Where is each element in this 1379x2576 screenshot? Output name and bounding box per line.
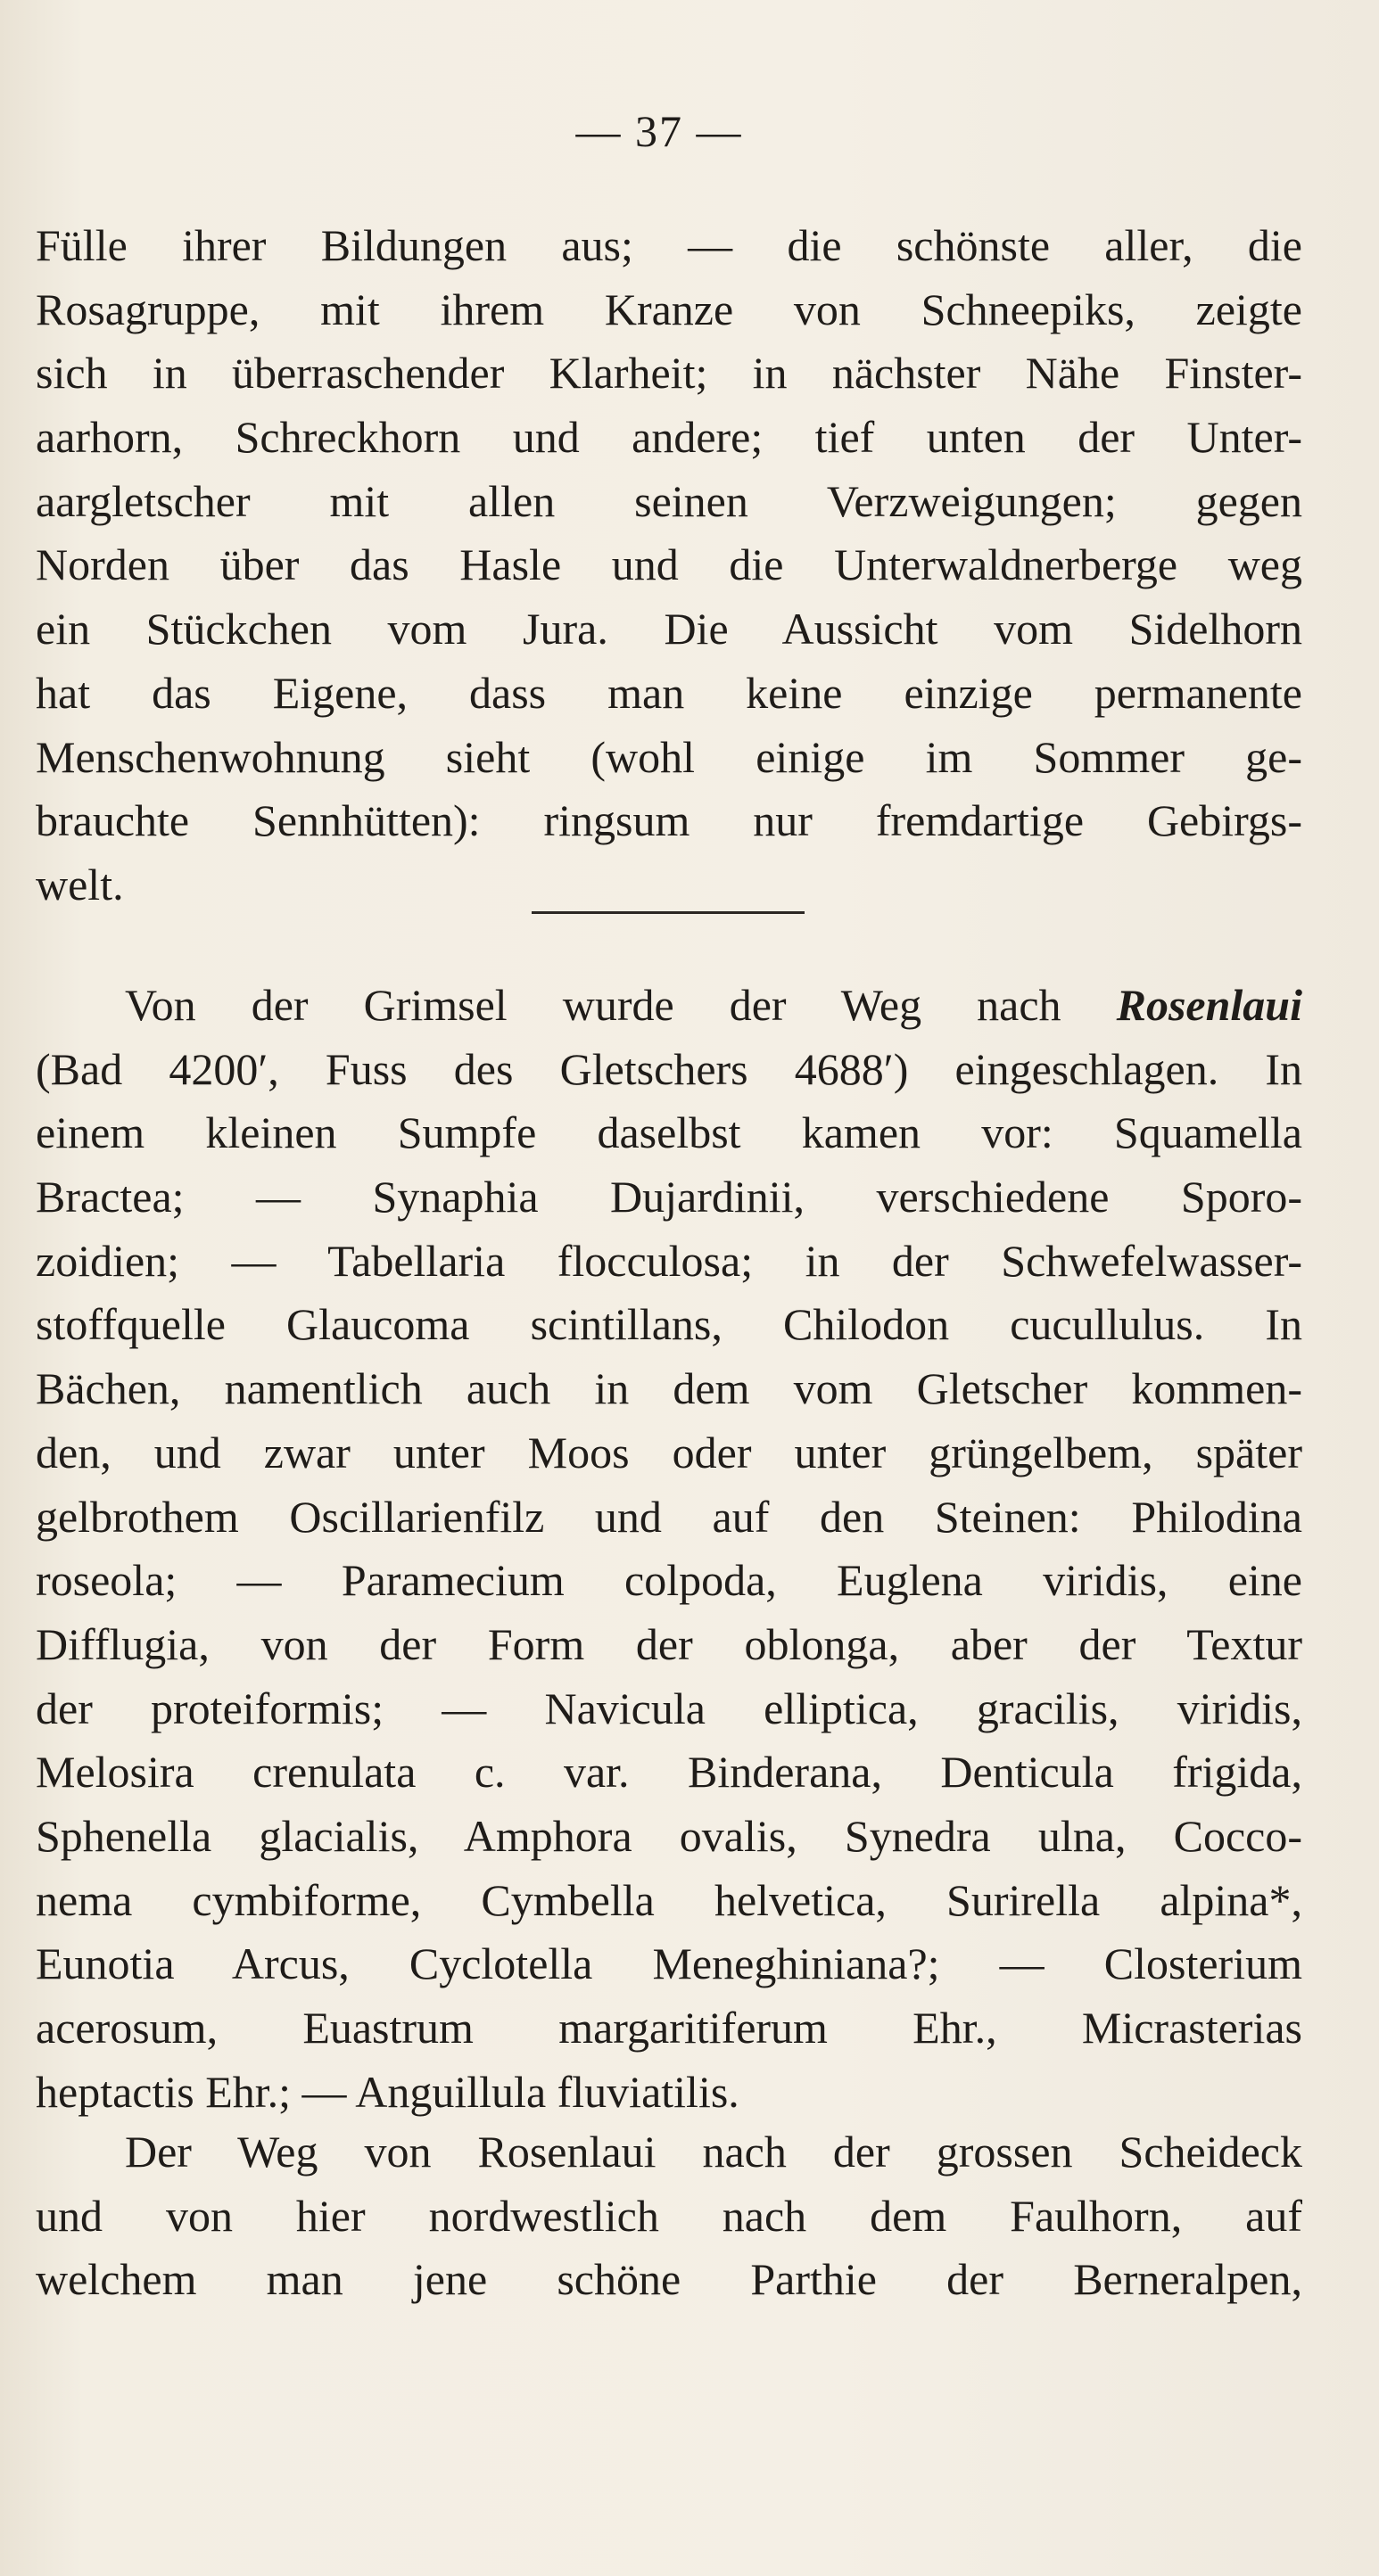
text-line: nema cymbiforme, Cymbella helvetica, Surirella alpina*,	[36, 1874, 1302, 1925]
paragraph-1	[36, 214, 1302, 918]
text-line: der proteiformis; — Navicula elliptica, gracilis, viridis,	[36, 1683, 1302, 1733]
page-number: — 37 —	[575, 106, 743, 156]
text-line: aargletscher mit allen seinen Verzweigungen; gegen	[36, 475, 1302, 526]
section-divider	[532, 911, 805, 914]
paragraph-3	[36, 2120, 1302, 2312]
line-start-text: Von der Grimsel wurde der Weg nach	[125, 980, 1061, 1030]
text-line: Eunotia Arcus, Cyclotella Meneghiniana?; — Closterium	[36, 1938, 1302, 1989]
text-line: (Bad 4200′, Fuss des Gletschers 4688′) eingeschlagen. In	[36, 1043, 1302, 1094]
text-line: heptactis Ehr.; — Anguillula fluviatilis.	[36, 2066, 739, 2117]
text-line: zoidien; — Tabellaria flocculosa; in der Schwefelwasser-	[36, 1235, 1302, 1286]
text-line: welt.	[36, 859, 124, 909]
text-line: den, und zwar unter Moos oder unter grüngelbem, später	[36, 1427, 1302, 1477]
text-line: hat das Eigene, dass man keine einzige permanente	[36, 667, 1302, 718]
place-name-rosenlaui: Rosenlaui	[1116, 980, 1302, 1030]
text-line: Rosagruppe, mit ihrem Kranze von Schneepiks, zeigte	[36, 284, 1302, 334]
text-line: acerosum, Euastrum margaritiferum Ehr., Micrasterias	[36, 2003, 1302, 2053]
text-line: sich in überraschender Klarheit; in nächster Nähe Finster-	[36, 348, 1302, 399]
text-line: ein Stückchen vom Jura. Die Aussicht vom Sidelhorn	[36, 604, 1302, 654]
text-line: roseola; — Paramecium colpoda, Euglena viridis, eine	[36, 1555, 1302, 1606]
text-line: Difflugia, von der Form der oblonga, aber der Textur	[36, 1618, 1302, 1669]
text-line: Der Weg von Rosenlaui nach der grossen Scheideck	[125, 2127, 1302, 2177]
text-line: und von hier nordwestlich nach dem Faulhorn, auf	[36, 2190, 1302, 2241]
text-line: Norden über das Hasle und die Unterwaldnerberge weg	[36, 539, 1302, 590]
text-line-first	[36, 974, 1302, 1038]
text-line: Sphenella glacialis, Amphora ovalis, Synedra ulna, Cocco-	[36, 1810, 1302, 1861]
text-line: brauchte Sennhütten): ringsum nur fremdartige Gebirgs-	[36, 795, 1302, 846]
text-line: einem kleinen Sumpfe daselbst kamen vor: Squamella	[36, 1107, 1302, 1158]
text-line: Bractea; — Synaphia Dujardinii, verschiedene Sporo-	[36, 1172, 1302, 1222]
text-line: welchem man jene schöne Parthie der Berneralpen,	[36, 2254, 1302, 2305]
text-line: stoffquelle Glaucoma scintillans, Chilodon cucullulus. In	[36, 1299, 1302, 1350]
text-line: Melosira crenulata c. var. Binderana, Denticula frigida,	[36, 1747, 1302, 1798]
text-line: Menschenwohnung sieht (wohl einige im Sommer ge-	[36, 731, 1302, 782]
text-line: Fülle ihrer Bildungen aus; — die schönste aller, die	[36, 220, 1302, 270]
text-line: gelbrothem Oscillarienfilz und auf den Steinen: Philodina	[36, 1491, 1302, 1542]
paragraph-2	[36, 974, 1302, 2124]
text-line: Bächen, namentlich auch in dem vom Gletscher kommen-	[36, 1363, 1302, 1414]
text-line: aarhorn, Schreckhorn und andere; tief unten der Unter-	[36, 412, 1302, 463]
